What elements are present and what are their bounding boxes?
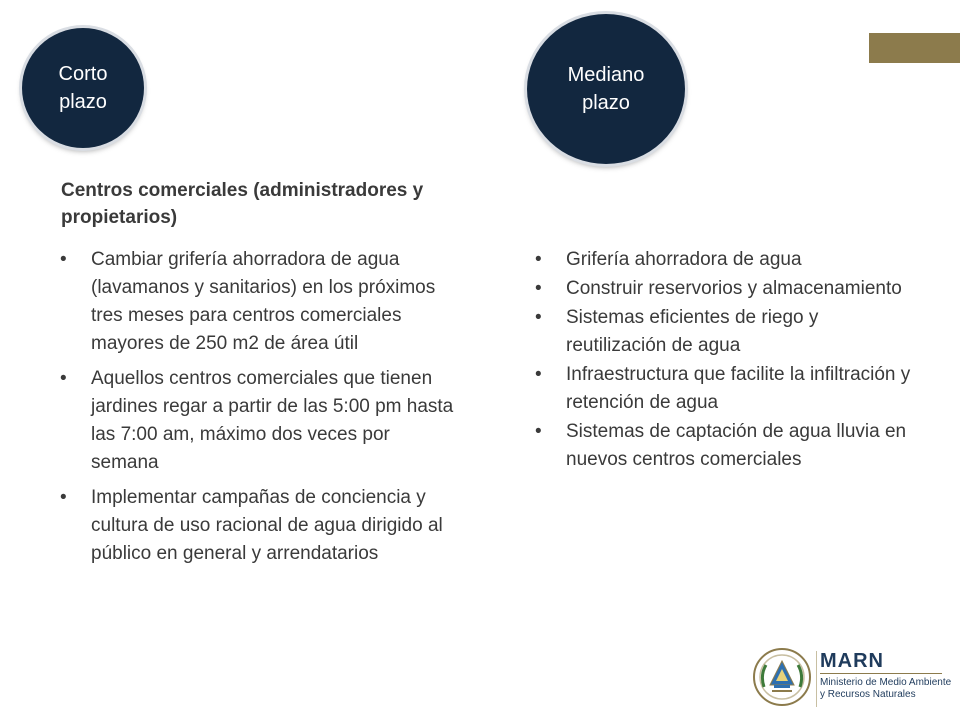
- accent-bar: [869, 33, 960, 63]
- el-salvador-coat-of-arms-icon: [752, 647, 812, 707]
- short-term-label: Corto plazo: [58, 63, 108, 113]
- short-term-item: • Cambiar grifería ahorradora de agua (lavamanos y sanitarios) en los próximos tres meses para centros comerciales mayores de 250 m2 de área útil: [60, 246, 460, 358]
- logo-name: MARN: [820, 650, 884, 672]
- medium-term-label: Mediano plazo: [567, 64, 645, 114]
- logo-rule: [820, 673, 942, 674]
- short-term-circle: [22, 28, 144, 148]
- medium-term-item: • Construir reservorios y almacenamiento: [535, 275, 915, 303]
- marn-logo: [752, 645, 952, 715]
- medium-term-circle: [527, 14, 685, 164]
- medium-term-item: • Infraestructura que facilite la infiltración y retención de agua: [535, 361, 915, 417]
- section-heading: Centros comerciales (administradores y propietarios): [61, 180, 424, 228]
- logo-subtitle: Ministerio de Medio Ambiente y Recursos Naturales: [820, 677, 952, 700]
- medium-term-item: • Sistemas de captación de agua lluvia en nuevos centros comerciales: [535, 418, 915, 474]
- medium-term-item: • Sistemas eficientes de riego y reutilización de agua: [535, 304, 915, 360]
- medium-term-item: • Grifería ahorradora de agua: [535, 246, 915, 274]
- medium-term-list: [535, 246, 915, 475]
- short-term-item: • Aquellos centros comerciales que tienen jardines regar a partir de las 5:00 pm hasta las 7:00 am, máximo dos veces por semana: [60, 365, 460, 477]
- short-term-item: • Implementar campañas de conciencia y cultura de uso racional de agua dirigido al público en general y arrendatarios: [60, 484, 460, 568]
- logo-divider: [816, 651, 817, 707]
- short-term-list: [60, 246, 460, 575]
